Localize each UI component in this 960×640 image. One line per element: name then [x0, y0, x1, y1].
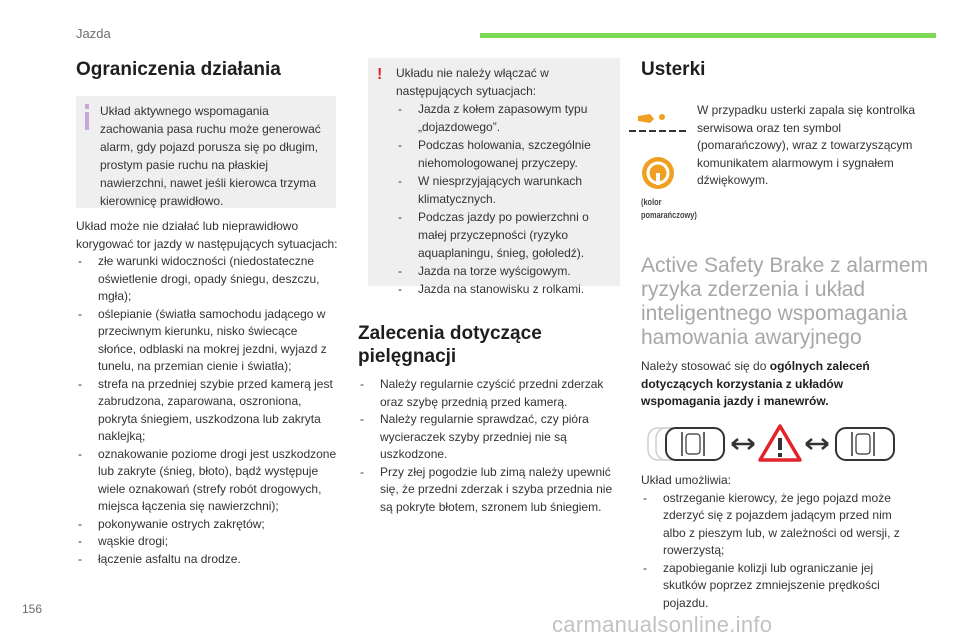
list-item: - Jazda na stanowisku z rolkami. — [396, 280, 606, 298]
asb-features-list — [641, 490, 901, 613]
list-item: - oślepianie (światła samochodu jadącego w przeciwnym kierunku, nisko świecące słońce, odblaski na mokrej jezdni, wyjazd z tunelu, na przemian cienie i światła); — [76, 306, 338, 376]
lane-assist-fault-icon — [628, 110, 688, 136]
limits-section — [76, 58, 346, 81]
care-title-line: Zalecenia dotyczące — [358, 323, 542, 344]
asb-intro — [641, 358, 881, 411]
asb-title-line: ryzyka zderzenia i układ — [641, 278, 866, 301]
warning-icon: ! — [377, 66, 383, 83]
list-item: - Podczas jazdy po powierzchni o małej przyczepności (ryzyko aquaplaningu, śnieg, gołoledź). — [396, 208, 606, 262]
faults-section — [641, 58, 931, 81]
info-icon — [84, 104, 90, 130]
asb-title-line: hamowania awaryjnego — [641, 326, 862, 349]
header-accent-bar — [480, 33, 936, 38]
list-item: - Należy regularnie sprawdzać, czy pióra wycieraczek szyby przedniej nie są uszkodzone. — [358, 411, 622, 464]
list-item: - Należy regularnie czyścić przedni zderzak oraz szybę przednią przed kamerą. — [358, 376, 622, 411]
asb-title-line: inteligentnego wspomagania — [641, 302, 908, 325]
list-item: - łączenie asfaltu na drodze. — [76, 551, 338, 569]
asb-intro-plain: Należy stosować się do — [641, 359, 770, 373]
page-number: 156 — [22, 602, 43, 616]
limits-intro: Układ może nie działać lub nieprawidłowo korygować tor jazdy w następujących sytuacjach: — [76, 219, 338, 251]
list-item: - Przy złej pogodzie lub zimą należy upewnić się, że przedni zderzak i szyba przednia nie są pokryte błotem, szronem lub śniegiem. — [358, 464, 622, 517]
color-note-line: pomarańczowy) — [641, 210, 697, 220]
warning-list — [396, 100, 606, 298]
asb-title — [641, 254, 941, 350]
section-header: Jazda — [76, 26, 111, 41]
asb-intro-bold: ogólnych zaleceń dotyczących korzystania z układów wspomagania jazdy i manewrów. — [641, 359, 870, 408]
list-item: - pokonywanie ostrych zakrętów; — [76, 516, 338, 534]
service-wrench-icon — [641, 156, 675, 190]
info-text: Układ aktywnego wspomagania zachowania pasa ruchu może generować alarm, gdy pojazd porusza się po długim, prostym pasie ruchu na płaskiej nawierzchni, nawet jeśli kierowca trzyma kierownicę prawidłowo. — [100, 104, 321, 208]
warning-box — [368, 58, 620, 296]
faults-text: W przypadku usterki zapala się kontrolka serwisowa oraz ten symbol (pomarańczowy), wraz z towarzyszącym komunikatem alarmowym i sygnałem dźwiękowym. — [697, 103, 916, 187]
color-note-line: (kolor — [641, 197, 662, 207]
asb-features-intro: Układ umożliwia: — [641, 473, 732, 487]
list-item: - oznakowanie poziome drogi jest uszkodzone lub zakryte (śnieg, błoto), bądź występuje wiele oznakowań (strefy robót drogowych, miejsca łączenia się nawierzchni); — [76, 446, 338, 516]
limits-list — [76, 253, 338, 568]
care-title — [358, 322, 618, 368]
list-item: - Podczas holowania, szczególnie niehomologowanej przyczepy. — [396, 136, 606, 172]
watermark: carmanualsonline.info — [552, 612, 773, 637]
info-box — [76, 96, 336, 208]
list-item: - strefa na przedniej szybie przed kamerą jest zabrudzona, zaparowana, oszroniona, pokryta śniegiem, uszkodzona lub zakryta naklejką; — [76, 376, 338, 446]
color-note — [641, 196, 697, 222]
care-title-line: pielęgnacji — [358, 346, 457, 367]
list-item: - złe warunki widoczności (niedostateczne oświetlenie drogi, opady śniegu, deszczu, mgła); — [76, 253, 338, 306]
asb-features — [641, 472, 901, 612]
warning-intro: Układu nie należy włączać w następujących sytuacjach: — [396, 66, 549, 98]
list-item: - zapobieganie kolizji lub ograniczanie jej skutków poprzez zmniejszenie prędkości pojazdu. — [641, 560, 901, 613]
collision-warning-cars-icon — [646, 424, 902, 464]
faults-title: Usterki — [641, 59, 706, 80]
care-section — [358, 322, 618, 368]
limits-body — [76, 218, 338, 568]
care-list — [358, 376, 622, 516]
list-item: - wąskie drogi; — [76, 533, 338, 551]
list-item: - W niesprzyjających warunkach klimatycznych. — [396, 172, 606, 208]
asb-title-line: Active Safety Brake z alarmem — [641, 254, 929, 277]
limits-title: Ograniczenia działania — [76, 59, 281, 80]
list-item: - ostrzeganie kierowcy, że jego pojazd może zderzyć się z pojazdem jadącym przed nim albo z pieszym lub, w zależności od wersji, z rowerzystą; — [641, 490, 901, 560]
list-item: - Jazda z kołem zapasowym typu „dojazdowego”. — [396, 100, 606, 136]
list-item: - Jazda na torze wyścigowym. — [396, 262, 606, 280]
care-body — [358, 376, 622, 516]
